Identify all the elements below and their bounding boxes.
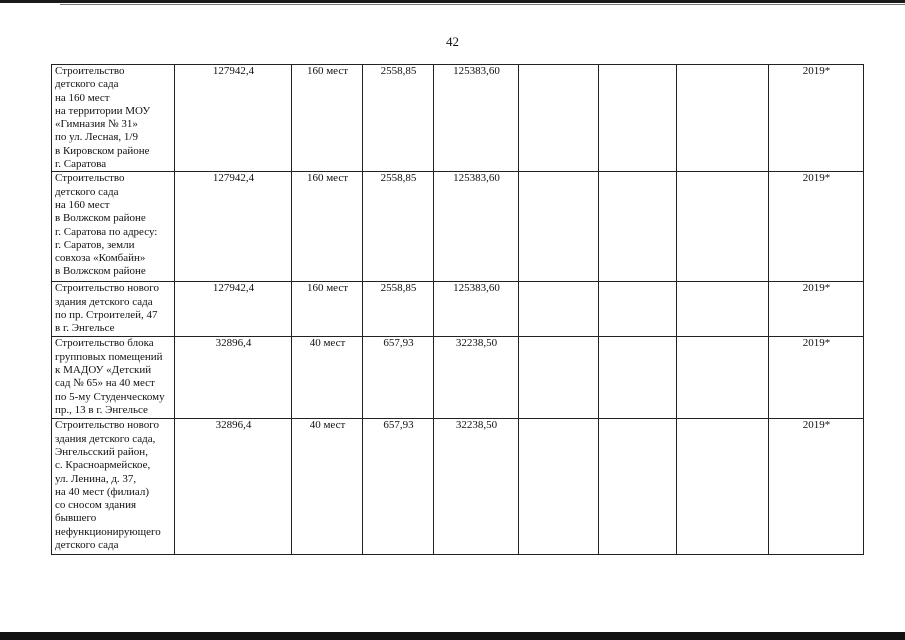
value-a-cell: 2558,85 — [363, 172, 434, 282]
construction-table — [51, 64, 864, 555]
capacity-cell: 40 мест — [292, 337, 363, 419]
project-name-line: с. Красноармейское, — [55, 459, 151, 472]
project-name-line: Энгельсский район, — [55, 445, 148, 458]
project-name-line: пр., 13 в г. Энгельсе — [55, 403, 148, 416]
project-name-cell — [52, 65, 175, 172]
year-cell: 2019* — [769, 172, 864, 282]
table-row — [52, 337, 864, 419]
project-name-line: к МАДОУ «Детский — [55, 363, 152, 376]
empty-cell — [677, 65, 769, 172]
project-name-line: Строительство — [55, 172, 125, 185]
table-body — [52, 65, 864, 555]
project-name-line: детского сада — [55, 78, 119, 91]
project-name-line: на 160 мест — [55, 91, 110, 104]
year-cell: 2019* — [769, 65, 864, 172]
project-name-line: по пр. Строителей, 47 — [55, 308, 158, 321]
empty-cell — [519, 282, 599, 337]
value-b-cell: 125383,60 — [434, 282, 519, 337]
project-name-line: Строительство нового — [55, 282, 160, 295]
table-row — [52, 65, 864, 172]
cost-cell: 127942,4 — [175, 172, 292, 282]
cost-cell: 32896,4 — [175, 419, 292, 555]
project-name-line: Строительство блока — [55, 337, 154, 350]
project-name-line: детского сада — [55, 185, 119, 198]
empty-cell — [677, 419, 769, 555]
project-name-line: здания детского сада, — [55, 432, 156, 445]
capacity-cell: 40 мест — [292, 419, 363, 555]
project-name-line: в Волжском районе — [55, 212, 146, 225]
empty-cell — [599, 419, 677, 555]
project-name-line: по 5-му Студенческому — [55, 390, 165, 403]
year-cell: 2019* — [769, 419, 864, 555]
project-name-line: по ул. Лесная, 1/9 — [55, 131, 138, 144]
project-name-line: на 160 мест — [55, 198, 110, 211]
empty-cell — [519, 337, 599, 419]
project-name-line: нефункционирующего — [55, 525, 161, 538]
project-name-line: в г. Энгельсе — [55, 322, 115, 335]
year-cell: 2019* — [769, 282, 864, 337]
cost-cell: 32896,4 — [175, 337, 292, 419]
capacity-cell: 160 мест — [292, 65, 363, 172]
table-row — [52, 282, 864, 337]
project-name-line: ул. Ленина, д. 37, — [55, 472, 137, 485]
cost-cell: 127942,4 — [175, 282, 292, 337]
value-a-cell: 657,93 — [363, 419, 434, 555]
empty-cell — [677, 172, 769, 282]
scan-top-edge — [0, 0, 905, 3]
project-name-line: в Волжском районе — [55, 265, 146, 278]
year-cell: 2019* — [769, 337, 864, 419]
project-name-line: на 40 мест (филиал) — [55, 485, 150, 498]
capacity-cell: 160 мест — [292, 282, 363, 337]
empty-cell — [677, 282, 769, 337]
value-b-cell: 32238,50 — [434, 419, 519, 555]
project-name-cell — [52, 337, 175, 419]
project-name-line: в Кировском районе — [55, 144, 150, 157]
value-b-cell: 32238,50 — [434, 337, 519, 419]
project-name-line: «Гимназия № 31» — [55, 118, 138, 131]
page-number: 42 — [446, 34, 459, 49]
scan-bottom-edge — [0, 632, 905, 640]
project-name-line: Строительство нового — [55, 419, 160, 432]
cost-cell: 127942,4 — [175, 65, 292, 172]
empty-cell — [677, 337, 769, 419]
empty-cell — [599, 172, 677, 282]
value-b-cell: 125383,60 — [434, 65, 519, 172]
scan-top-edge-line — [60, 4, 905, 5]
project-name-line: г. Саратов, земли — [55, 238, 135, 251]
project-name-cell — [52, 282, 175, 337]
value-a-cell: 657,93 — [363, 337, 434, 419]
empty-cell — [519, 172, 599, 282]
project-name-line: сад № 65» на 40 мест — [55, 377, 155, 390]
project-name-line: Строительство — [55, 65, 125, 77]
value-b-cell: 125383,60 — [434, 172, 519, 282]
project-name-line: на территории МОУ — [55, 104, 151, 117]
project-name-line: г. Саратова по адресу: — [55, 225, 158, 238]
project-name-cell — [52, 172, 175, 282]
value-a-cell: 2558,85 — [363, 282, 434, 337]
project-name-cell — [52, 419, 175, 555]
project-name-line: бывшего — [55, 512, 97, 525]
empty-cell — [519, 419, 599, 555]
table-row — [52, 172, 864, 282]
empty-cell — [599, 65, 677, 172]
project-name-line: групповых помещений — [55, 350, 163, 363]
project-name-line: детского сада — [55, 539, 119, 552]
project-name-line: здания детского сада — [55, 295, 153, 308]
capacity-cell: 160 мест — [292, 172, 363, 282]
empty-cell — [519, 65, 599, 172]
project-name-line: г. Саратова — [55, 158, 107, 171]
project-name-line: совхоза «Комбайн» — [55, 252, 146, 265]
table-row — [52, 419, 864, 555]
value-a-cell: 2558,85 — [363, 65, 434, 172]
project-name-line: со сносом здания — [55, 499, 137, 512]
empty-cell — [599, 337, 677, 419]
empty-cell — [599, 282, 677, 337]
